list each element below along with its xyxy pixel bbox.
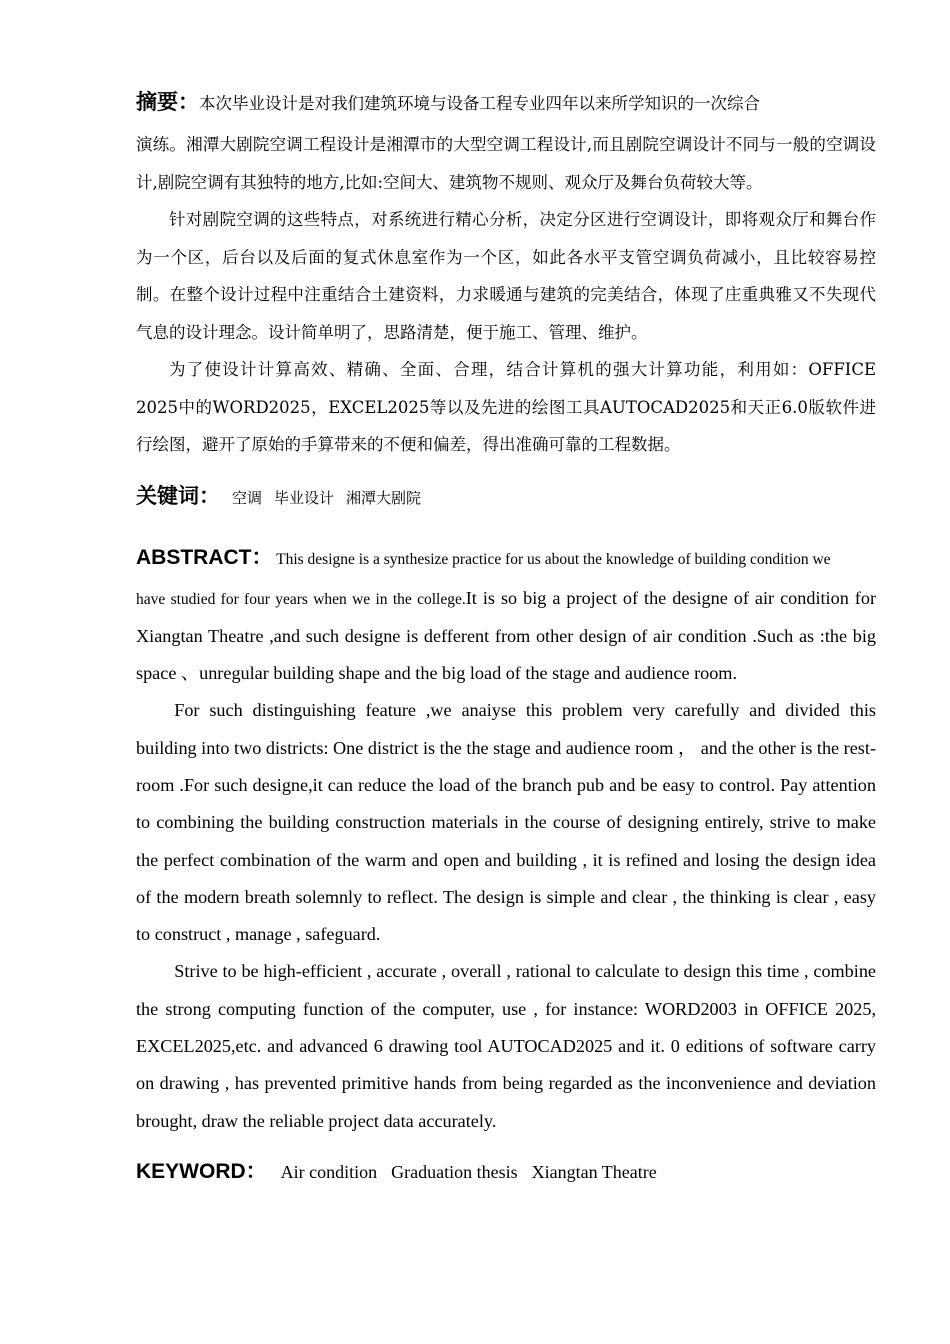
abstract-en-para3: Strive to be high-efficient , accurate , overall , rational to calculate to design this time , combine the strong computing function of the computer, use , for instance: WORD2003 in OFFICE 2025, EXCEL2025,etc. and advanced 6 drawing tool AUTOCAD2025 and it. 0 editions of software carry on drawing , has prevented primitive hands from being regarded as the inconvenience and deviation brought, draw the reliable project data accurately. bbox=[136, 961, 876, 1131]
abstract-en-para1-first: This designe is a synthesize practice for us about the knowledge of building condition we bbox=[276, 550, 831, 568]
abstract-cn-para1-first: 本次毕业设计是对我们建筑环境与设备工程专业四年以来所学知识的一次综合 bbox=[199, 94, 760, 113]
document-page bbox=[136, 80, 876, 1192]
abstract-cn-label: 摘要： bbox=[136, 90, 199, 114]
keywords-cn-line bbox=[136, 476, 876, 518]
keyword-cn-item: 空调 bbox=[232, 488, 263, 507]
abstract-en-first-line bbox=[136, 538, 876, 580]
abstract-cn-para3: 为了使设计计算高效、精确、全面、合理，结合计算机的强大计算功能，利用如：OFFICE 2025中的WORD2025，EXCEL2025等以及先进的绘图工具AUTOCAD2025和天正6.0版软件进行绘图，避开了原始的手算带来的不便和偏差，得出准确可靠的工程数据。 bbox=[136, 360, 876, 454]
keyword-cn-item: 湘潭大剧院 bbox=[346, 488, 422, 507]
keyword-en-item: Xiangtan Theatre bbox=[531, 1161, 657, 1182]
abstract-en-para2: For such distinguishing feature ,we anaiyse this problem very carefully and divided this building into two districts: One district is the the stage and audience room ， and the other is the rest-room .For such designe,it can reduce the load of the branch pub and be easy to control. Pay attention to combining the building construction materials in the course of designing entirely, strive to make the perfect combination of the warm and open and building , it is refined and losing the design idea of the modern breath solemnly to reflect. The design is simple and clear , the thinking is clear , easy to construct , manage , safeguard. bbox=[136, 700, 876, 945]
abstract-en-para1 bbox=[136, 580, 876, 693]
abstract-en-para1-small: have studied for four years when we in the college. bbox=[136, 590, 466, 608]
keywords-cn-label: 关键词： bbox=[136, 483, 220, 508]
abstract-cn-section bbox=[136, 80, 876, 464]
keyword-en-item: Graduation thesis bbox=[391, 1161, 518, 1182]
abstract-en-label: ABSTRACT： bbox=[136, 545, 273, 569]
abstract-en-section bbox=[136, 538, 876, 1140]
abstract-en-para1-rest: It is so big a project of the designe of air condition for Xiangtan Theatre ,and such designe is defferent from other design of air condition .Such as :the big space 、unregular building shape and the big load of the stage and audience room. bbox=[136, 587, 876, 684]
abstract-cn-para1-rest: 演练。湘潭大剧院空调工程设计是湘潭市的大型空调工程设计,而且剧院空调设计不同与一般的空调设计,剧院空调有其独特的地方,比如:空间大、建筑物不规则、观众厅及舞台负荷较大等。 bbox=[136, 135, 876, 192]
keywords-en-label: KEYWORD： bbox=[136, 1159, 267, 1183]
keywords-en-line bbox=[136, 1152, 876, 1192]
abstract-cn-first-line bbox=[136, 80, 876, 126]
keyword-en-item: Air condition bbox=[280, 1161, 378, 1182]
abstract-cn-para2: 针对剧院空调的这些特点，对系统进行精心分析，决定分区进行空调设计，即将观众厅和舞台作为一个区，后台以及后面的复式休息室作为一个区，如此各水平支管空调负荷减小，且比较容易控制。在整个设计过程中注重结合土建资料，力求暖通与建筑的完美结合，体现了庄重典雅又不失现代气息的设计理念。设计简单明了，思路清楚，便于施工、管理、维护。 bbox=[136, 210, 876, 342]
keyword-cn-item: 毕业设计 bbox=[274, 488, 335, 507]
